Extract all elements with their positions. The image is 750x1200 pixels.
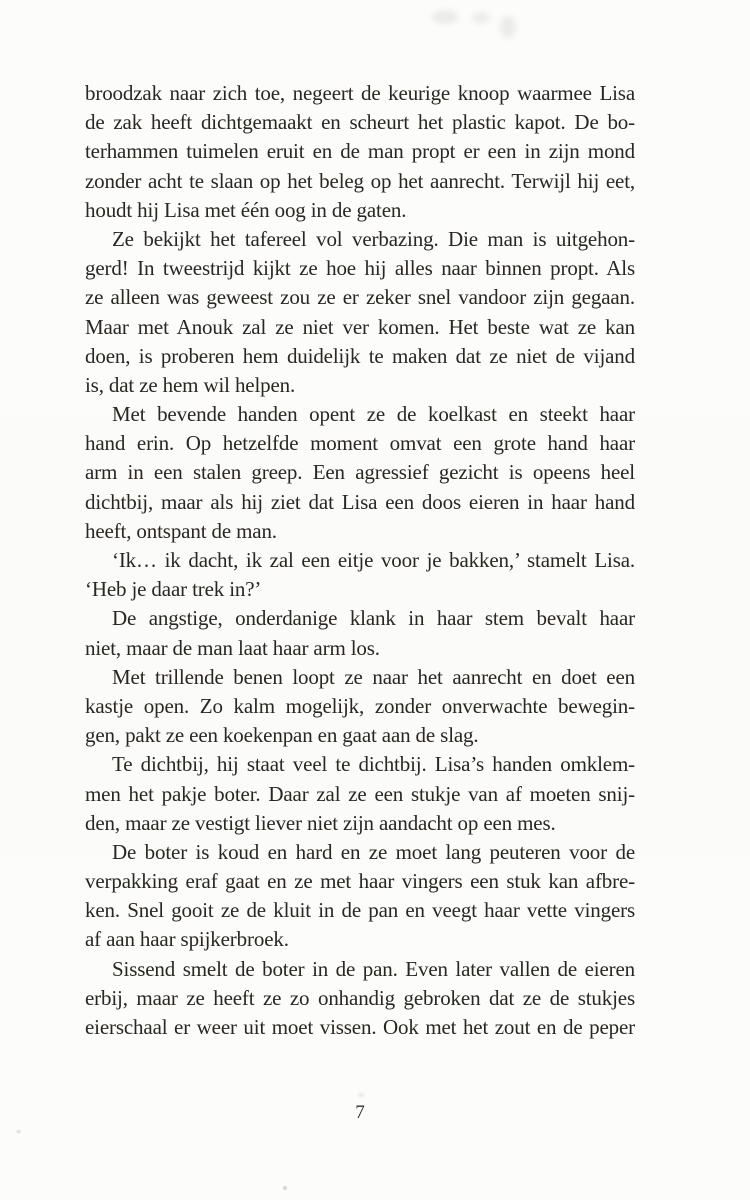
- text-line: dichtbij, maar als hij ziet dat Lisa een doos eieren in haar hand: [85, 489, 635, 514]
- text-line: men het pakje boter. Daar zal ze een stukje van af moeten snij-: [85, 781, 635, 806]
- text-line: De angstige, onderdanige klank in haar stem bevalt haar: [112, 606, 635, 631]
- scan-artifact: [432, 10, 458, 24]
- text-line: hand erin. Op hetzelfde moment omvat een grote hand haar: [85, 431, 635, 456]
- text-line: den, maar ze vestigt liever niet zijn aandacht op een mes.: [85, 810, 556, 835]
- text-line: Ze bekijkt het tafereel vol verbazing. Die man is uitgehon-: [112, 226, 635, 251]
- scan-artifact: [500, 16, 516, 38]
- text-line: Met trillende benen loopt ze naar het aanrecht en doet een: [112, 664, 635, 689]
- text-line: kastje open. Zo kalm mogelijk, zonder onverwachte bewegin-: [85, 693, 635, 718]
- text-line: eierschaal er weer uit moet vissen. Ook met het zout en de peper: [85, 1015, 635, 1039]
- text-line: doen, is proberen hem duidelijk te maken dat ze niet de vijand: [85, 343, 635, 368]
- text-line: ‘Ik… ik dacht, ik zal een eitje voor je bakken,’ stamelt Lisa.: [112, 548, 635, 572]
- text-line: broodzak naar zich toe, negeert de keurige knoop waarmee Lisa: [85, 81, 635, 105]
- page-number: 7: [355, 1102, 365, 1123]
- text-line: erbij, maar ze heeft ze zo onhandig gebroken dat ze de stukjes: [85, 985, 635, 1010]
- text-line: arm in een stalen greep. Een agressief gezicht is opeens heel: [85, 460, 635, 485]
- text-line: zonder acht te slaan op het beleg op het aanrecht. Terwijl hij eet,: [85, 168, 635, 193]
- scan-artifact: [16, 1130, 21, 1133]
- text-line: is, dat ze hem wil helpen.: [85, 372, 296, 397]
- page-text: [85, 79, 635, 1042]
- text-line: De boter is koud en hard en ze moet lang peuteren voor de: [112, 839, 635, 864]
- text-line: verpakking eraf gaat en ze met haar vingers een stuk kan afbre-: [85, 869, 635, 894]
- scan-artifact: [283, 1186, 287, 1190]
- text-line: Sissend smelt de boter in de pan. Even later vallen de eieren: [112, 956, 635, 981]
- text-line: ze alleen was geweest zou ze er zeker snel vandoor zijn gegaan.: [85, 285, 635, 310]
- text-line: ken. Snel gooit ze de kluit in de pan en veegt haar vette vingers: [85, 898, 635, 923]
- scan-artifact: [472, 12, 490, 24]
- text-line: terhammen tuimelen eruit en de man propt er een in zijn mond: [85, 139, 635, 164]
- text-line: Te dichtbij, hij staat veel te dichtbij. Lisa’s handen omklem-: [112, 752, 635, 777]
- text-line: de zak heeft dichtgemaakt en scheurt het plastic kapot. De bo-: [85, 110, 635, 135]
- text-line: af aan haar spijkerbroek.: [85, 927, 289, 952]
- scan-artifact: [358, 1093, 364, 1097]
- text-line: niet, maar de man laat haar arm los.: [85, 635, 380, 660]
- text-line: Met bevende handen opent ze de koelkast en steekt haar: [112, 402, 635, 427]
- text-line: houdt hij Lisa met één oog in de gaten.: [85, 197, 407, 222]
- text-line: Maar met Anouk zal ze niet ver komen. Het beste wat ze kan: [85, 314, 635, 339]
- text-line: gerd! In tweestrijd kijkt ze hoe hij alles naar binnen propt. Als: [85, 256, 635, 281]
- text-line: heeft, ontspant de man.: [85, 518, 277, 543]
- text-line: ‘Heb je daar trek in?’: [85, 577, 262, 602]
- text-line: gen, pakt ze een koekenpan en gaat aan de slag.: [85, 723, 479, 748]
